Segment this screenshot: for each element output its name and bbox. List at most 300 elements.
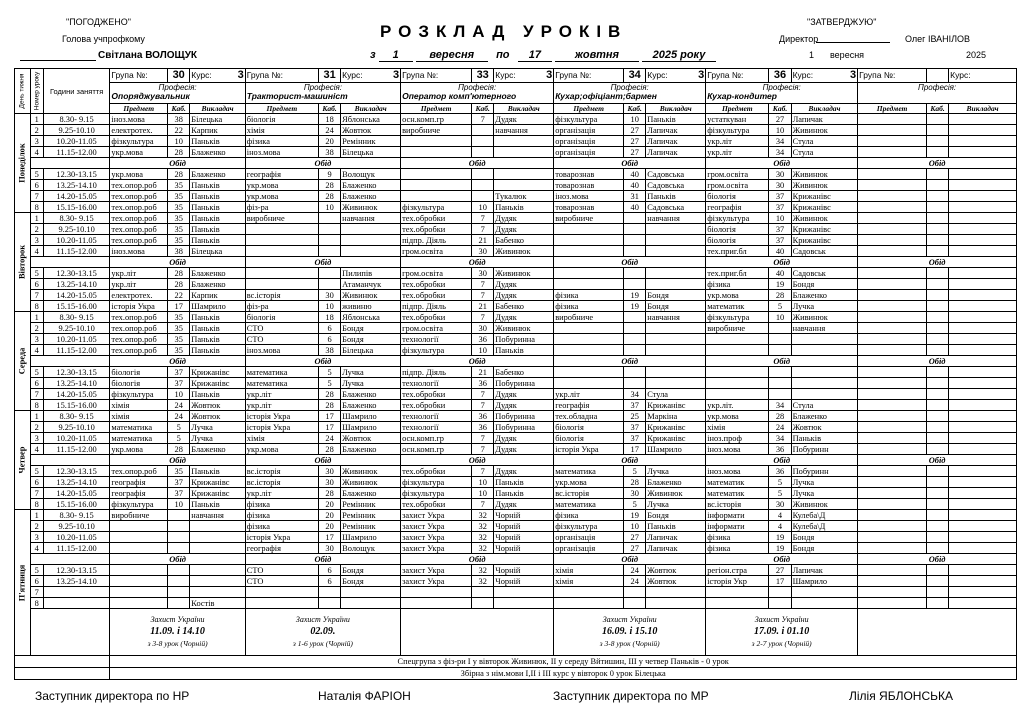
teacher-cell — [791, 334, 858, 345]
subject-cell: фізкультура — [110, 136, 168, 147]
lunch-cell: Обід — [401, 257, 554, 268]
room-cell — [472, 598, 494, 609]
lesson-header-label: Номер уроку — [33, 71, 41, 111]
subject-cell: укр.мова — [245, 191, 318, 202]
lesson-row — [15, 587, 1017, 598]
teacher-cell: Живинюк — [341, 290, 401, 301]
lesson-time: 11.15-12.00 — [43, 147, 110, 158]
room-cell: 21 — [472, 367, 494, 378]
lesson-row — [15, 499, 1017, 510]
agreed-signature-line — [20, 60, 96, 61]
subject-cell: устаткуван — [706, 114, 769, 125]
subject-cell: фізика — [245, 499, 318, 510]
subject-cell: організація — [554, 136, 624, 147]
subject-cell — [858, 312, 927, 323]
subject-cell: гром.освіта — [706, 180, 769, 191]
note-blank-cell — [15, 656, 110, 668]
subject-cell: хімія — [706, 422, 769, 433]
teacher-cell — [190, 587, 245, 598]
teacher-cell — [791, 598, 858, 609]
room-cell: 40 — [624, 169, 646, 180]
period-line — [370, 49, 716, 62]
lunch-cell: Обід — [245, 158, 400, 169]
lesson-number: 3 — [30, 532, 43, 543]
subject-column-header: Предмет — [110, 104, 168, 114]
teacher-cell: Кулеба\Д — [791, 521, 858, 532]
teacher-cell: Бондя — [341, 323, 401, 334]
subject-column-header: Предмет — [554, 104, 624, 114]
defense-dates: 11.09. і 14.10 — [150, 626, 205, 637]
lesson-time: 11.15-12.00 — [43, 543, 110, 554]
period-from-month: вересня — [416, 49, 488, 62]
room-cell: 17 — [318, 532, 340, 543]
subject-cell: тех.опор.роб — [110, 334, 168, 345]
subject-cell: хімія — [245, 125, 318, 136]
subject-cell: СТО — [245, 334, 318, 345]
room-cell — [926, 389, 948, 400]
lesson-number: 7 — [30, 587, 43, 598]
subject-cell: тех.приг.бл — [706, 246, 769, 257]
teacher-cell: навчання — [646, 312, 706, 323]
agreed-label: "ПОГОДЖЕНО" — [66, 17, 131, 27]
teacher-cell: Паньків — [190, 499, 245, 510]
room-cell: 35 — [168, 224, 190, 235]
teacher-cell: Лучка — [791, 477, 858, 488]
period-to-day: 17 — [518, 49, 552, 62]
teacher-cell: Живинюк — [791, 213, 858, 224]
room-cell: 30 — [769, 180, 791, 191]
subject-cell — [706, 345, 769, 356]
room-cell: 36 — [472, 334, 494, 345]
subject-cell: електротех. — [110, 290, 168, 301]
room-cell: 7 — [472, 290, 494, 301]
lunch-cell: Обід — [706, 455, 858, 466]
subject-cell — [858, 323, 927, 334]
room-cell: 30 — [769, 499, 791, 510]
approved-year: 2025 — [966, 50, 987, 60]
lunch-blank-cell — [30, 554, 110, 565]
lesson-row — [15, 147, 1017, 158]
teacher-cell: Карпик — [190, 125, 245, 136]
lesson-row — [15, 367, 1017, 378]
room-cell — [926, 334, 948, 345]
room-cell — [769, 378, 791, 389]
room-cell: 10 — [769, 213, 791, 224]
profession-label: Професія: — [458, 83, 497, 92]
room-cell: 36 — [472, 422, 494, 433]
subject-cell: історія Укр — [706, 576, 769, 587]
subject-cell: іноз.мова — [245, 147, 318, 158]
teacher-cell — [791, 345, 858, 356]
teacher-cell — [190, 576, 245, 587]
lesson-time: 12.30-13.15 — [43, 268, 110, 279]
teacher-cell — [494, 169, 554, 180]
teacher-cell: Дудяк — [494, 499, 554, 510]
subject-cell — [858, 488, 927, 499]
lesson-row — [15, 213, 1017, 224]
lunch-cell: Обід — [706, 257, 858, 268]
subject-cell — [858, 268, 927, 279]
subject-cell: укр.літ — [706, 136, 769, 147]
room-cell — [168, 576, 190, 587]
subject-cell: історія Укра — [245, 411, 318, 422]
room-cell: 37 — [624, 422, 646, 433]
day-name: Середа — [17, 347, 27, 375]
teacher-cell — [341, 587, 401, 598]
room-cell: 7 — [472, 213, 494, 224]
lesson-time: 15.15-16.00 — [43, 400, 110, 411]
room-cell — [926, 345, 948, 356]
lunch-cell: Обід — [554, 554, 706, 565]
teacher-cell: Ремінник — [341, 136, 401, 147]
teacher-cell: Паньків — [190, 323, 245, 334]
subject-cell — [858, 290, 927, 301]
room-cell: 18 — [318, 312, 340, 323]
room-column-header: Каб. — [168, 104, 190, 114]
room-cell: 28 — [318, 400, 340, 411]
teacher-cell — [949, 334, 1017, 345]
teacher-cell — [949, 246, 1017, 257]
lesson-time: 15.15-16.00 — [43, 202, 110, 213]
room-cell: 7 — [472, 499, 494, 510]
approved-day: 1 — [809, 50, 815, 60]
room-cell: 24 — [168, 411, 190, 422]
room-cell — [926, 202, 948, 213]
subject-cell — [110, 598, 168, 609]
room-cell: 4 — [769, 510, 791, 521]
teacher-cell: Паньків — [190, 312, 245, 323]
hours-column-header — [43, 69, 110, 114]
room-cell: 17 — [769, 576, 791, 587]
teacher-cell: Блаженко — [190, 268, 245, 279]
subject-cell: тех.обробки — [401, 279, 472, 290]
teacher-cell: Живинюк — [646, 488, 706, 499]
defense-blank-cell — [30, 609, 110, 656]
room-cell: 36 — [769, 466, 791, 477]
lesson-row — [15, 345, 1017, 356]
room-cell: 4 — [769, 521, 791, 532]
teacher-cell — [494, 180, 554, 191]
teacher-cell: Крижанівс — [190, 488, 245, 499]
teacher-cell: Тукалюк — [494, 191, 554, 202]
subject-cell: вс.історія — [245, 290, 318, 301]
room-cell — [926, 290, 948, 301]
lesson-number: 2 — [30, 422, 43, 433]
teacher-cell: Бондя — [646, 290, 706, 301]
subject-cell — [245, 279, 318, 290]
room-cell — [318, 235, 340, 246]
day-name: Понеділок — [17, 143, 27, 183]
teacher-cell — [646, 598, 706, 609]
subject-cell — [245, 246, 318, 257]
course-cell — [791, 69, 858, 83]
teacher-cell: Чорній — [494, 521, 554, 532]
lesson-number: 4 — [30, 543, 43, 554]
lesson-row — [15, 565, 1017, 576]
room-cell: 28 — [318, 389, 340, 400]
subject-cell — [858, 422, 927, 433]
subject-cell: географія — [245, 543, 318, 554]
subject-cell: фізкультура — [706, 125, 769, 136]
room-cell — [926, 213, 948, 224]
room-cell: 17 — [624, 444, 646, 455]
teacher-cell — [949, 587, 1017, 598]
room-cell — [926, 565, 948, 576]
room-column-header: Каб. — [624, 104, 646, 114]
lesson-time: 12.30-13.15 — [43, 169, 110, 180]
lesson-number: 3 — [30, 334, 43, 345]
room-cell: 10 — [168, 499, 190, 510]
group-label: Група №: — [245, 69, 318, 83]
lesson-time: 15.15-16.00 — [43, 301, 110, 312]
profession-value: Кухар-кондитер — [707, 91, 777, 101]
room-cell — [168, 543, 190, 554]
teacher-cell: навчання — [341, 213, 401, 224]
room-cell — [624, 345, 646, 356]
lesson-number: 4 — [30, 345, 43, 356]
room-cell: 10 — [318, 202, 340, 213]
lesson-time: 12.30-13.15 — [43, 367, 110, 378]
lesson-time: 13.25-14.10 — [43, 180, 110, 191]
subject-cell: тех.обробки — [401, 499, 472, 510]
lesson-number: 8 — [30, 202, 43, 213]
teacher-column-header: Викладач — [494, 104, 554, 114]
teacher-cell: Побуринна — [494, 334, 554, 345]
lesson-row — [15, 191, 1017, 202]
room-cell — [472, 180, 494, 191]
defense-info-cell — [245, 609, 400, 656]
teacher-cell: Дудяк — [494, 466, 554, 477]
room-cell: 5 — [769, 477, 791, 488]
teacher-cell: Паньків — [190, 136, 245, 147]
room-cell: 28 — [769, 290, 791, 301]
room-cell: 10 — [624, 114, 646, 125]
subject-cell: математик — [706, 477, 769, 488]
subject-cell: СТО — [245, 576, 318, 587]
teacher-cell — [494, 147, 554, 158]
subject-cell: електротех. — [110, 125, 168, 136]
subject-cell — [554, 334, 624, 345]
profession-value: Оператор комп'ютерного — [402, 91, 517, 101]
subject-cell: гром.освіта — [706, 169, 769, 180]
subject-cell — [858, 367, 927, 378]
room-cell: 40 — [769, 246, 791, 257]
teacher-cell: Жовтюк — [646, 576, 706, 587]
subject-cell: фізика — [554, 290, 624, 301]
teacher-cell: Атаманчук — [341, 279, 401, 290]
lesson-row — [15, 510, 1017, 521]
lesson-time: 9.25-10.10 — [43, 323, 110, 334]
room-cell: 32 — [472, 510, 494, 521]
lunch-cell: Обід — [858, 356, 1017, 367]
teacher-cell: Лапичак — [646, 532, 706, 543]
room-cell: 28 — [318, 180, 340, 191]
teacher-cell — [949, 224, 1017, 235]
teacher-cell — [949, 444, 1017, 455]
subject-cell — [858, 246, 927, 257]
course-label: Курс: — [792, 70, 814, 80]
lesson-number: 6 — [30, 576, 43, 587]
subject-cell: фізкультура — [110, 389, 168, 400]
room-cell — [926, 499, 948, 510]
teacher-cell: Лучка — [791, 488, 858, 499]
note-blank-cell — [15, 668, 110, 680]
room-cell — [318, 224, 340, 235]
lesson-time: 15.15-16.00 — [43, 499, 110, 510]
room-cell — [769, 598, 791, 609]
room-cell — [472, 136, 494, 147]
group-label: Група №: — [706, 69, 769, 83]
teacher-cell — [190, 532, 245, 543]
teacher-cell — [949, 488, 1017, 499]
lesson-time — [43, 587, 110, 598]
room-cell: 5 — [318, 367, 340, 378]
lunch-cell: Обід — [706, 356, 858, 367]
teacher-cell — [646, 323, 706, 334]
subject-cell — [858, 191, 927, 202]
subject-cell: біологія — [554, 422, 624, 433]
subject-cell — [858, 543, 927, 554]
room-cell: 35 — [168, 235, 190, 246]
subject-cell: технології — [401, 378, 472, 389]
subject-cell — [245, 598, 318, 609]
lunch-row — [15, 554, 1017, 565]
teacher-cell: Бабенко — [494, 367, 554, 378]
lesson-row — [15, 246, 1017, 257]
subject-cell: фізкультура — [401, 202, 472, 213]
teacher-cell: Побуринн — [791, 444, 858, 455]
room-cell: 28 — [168, 147, 190, 158]
teacher-cell: Живинюк — [791, 180, 858, 191]
teacher-cell: Яблонська — [341, 312, 401, 323]
lunch-blank-cell — [30, 158, 110, 169]
teacher-cell — [949, 422, 1017, 433]
teacher-cell: Чорній — [494, 565, 554, 576]
subject-cell: іноз.проф — [706, 433, 769, 444]
room-cell — [926, 521, 948, 532]
teacher-cell — [341, 224, 401, 235]
profession-value: Тракторист-машиніст — [246, 91, 348, 101]
subject-column-header: Предмет — [245, 104, 318, 114]
room-cell: 35 — [168, 466, 190, 477]
room-cell: 34 — [624, 389, 646, 400]
lunch-cell: Обід — [858, 455, 1017, 466]
teacher-cell: Живинюк — [791, 312, 858, 323]
approved-month: вересня — [830, 50, 865, 60]
lesson-number: 3 — [30, 235, 43, 246]
room-cell: 19 — [769, 543, 791, 554]
teacher-cell: Паньків — [190, 235, 245, 246]
lesson-number: 3 — [30, 136, 43, 147]
room-cell — [926, 422, 948, 433]
lesson-column-header — [30, 69, 43, 114]
teacher-cell: Блаженко — [341, 488, 401, 499]
lunch-blank-cell — [30, 455, 110, 466]
teacher-cell: Шамрило — [190, 301, 245, 312]
profession-cell — [858, 83, 1017, 104]
room-cell: 5 — [769, 301, 791, 312]
subject-cell: укр.літ — [706, 147, 769, 158]
room-cell — [624, 268, 646, 279]
teacher-cell — [341, 598, 401, 609]
subject-cell — [858, 279, 927, 290]
lesson-row — [15, 224, 1017, 235]
lunch-cell: Обід — [858, 257, 1017, 268]
subject-cell: тех.опор.роб — [110, 345, 168, 356]
teacher-cell — [949, 543, 1017, 554]
lunch-row — [15, 158, 1017, 169]
teacher-cell: Живинюк — [341, 477, 401, 488]
teacher-cell: Побуринн — [791, 466, 858, 477]
lesson-time: 8.30- 9.15 — [43, 213, 110, 224]
room-cell — [926, 268, 948, 279]
lesson-row — [15, 279, 1017, 290]
subject-cell: біологія — [110, 378, 168, 389]
room-cell — [926, 477, 948, 488]
teacher-cell: Крижанівс — [646, 400, 706, 411]
lesson-number: 2 — [30, 125, 43, 136]
room-cell — [624, 235, 646, 246]
subject-cell: біологія — [110, 367, 168, 378]
room-cell — [926, 598, 948, 609]
defense-info-cell — [110, 609, 245, 656]
room-cell: 6 — [318, 334, 340, 345]
subject-cell: географія — [245, 169, 318, 180]
teacher-cell: Лапичак — [646, 147, 706, 158]
room-cell — [318, 213, 340, 224]
teacher-cell — [949, 114, 1017, 125]
teacher-column-header: Викладач — [791, 104, 858, 114]
subject-cell: гром.освіта — [401, 323, 472, 334]
teacher-cell: Стула — [646, 389, 706, 400]
subject-cell — [401, 180, 472, 191]
teacher-cell — [646, 334, 706, 345]
room-cell — [926, 312, 948, 323]
room-cell: 10 — [472, 477, 494, 488]
day-column-header — [15, 69, 31, 114]
lunch-row — [15, 455, 1017, 466]
room-cell — [168, 598, 190, 609]
room-cell — [926, 587, 948, 598]
lesson-number: 1 — [30, 114, 43, 125]
period-year: 2025 року — [642, 49, 716, 62]
course-value: 3 — [546, 69, 553, 81]
lesson-row — [15, 433, 1017, 444]
room-cell: 28 — [318, 444, 340, 455]
room-cell: 20 — [318, 136, 340, 147]
subject-cell: географія — [554, 400, 624, 411]
lesson-number: 8 — [30, 598, 43, 609]
day-name-cell — [15, 312, 31, 411]
teacher-cell: Бондя — [646, 510, 706, 521]
room-cell — [926, 411, 948, 422]
teacher-cell: Блаженко — [190, 169, 245, 180]
subject-cell — [401, 169, 472, 180]
teacher-cell: Ремінник — [341, 499, 401, 510]
day-name-cell — [15, 213, 31, 312]
subject-cell: фізика — [706, 532, 769, 543]
room-cell — [624, 367, 646, 378]
teacher-cell — [949, 565, 1017, 576]
subject-cell: укр.мова — [706, 411, 769, 422]
teacher-cell: Паньків — [791, 433, 858, 444]
subject-cell — [858, 202, 927, 213]
teacher-cell — [949, 389, 1017, 400]
teacher-cell: Волощук — [341, 543, 401, 554]
subject-cell: укр.літ — [554, 389, 624, 400]
defense-title: Захист України — [150, 615, 205, 624]
lunch-cell: Обід — [401, 554, 554, 565]
